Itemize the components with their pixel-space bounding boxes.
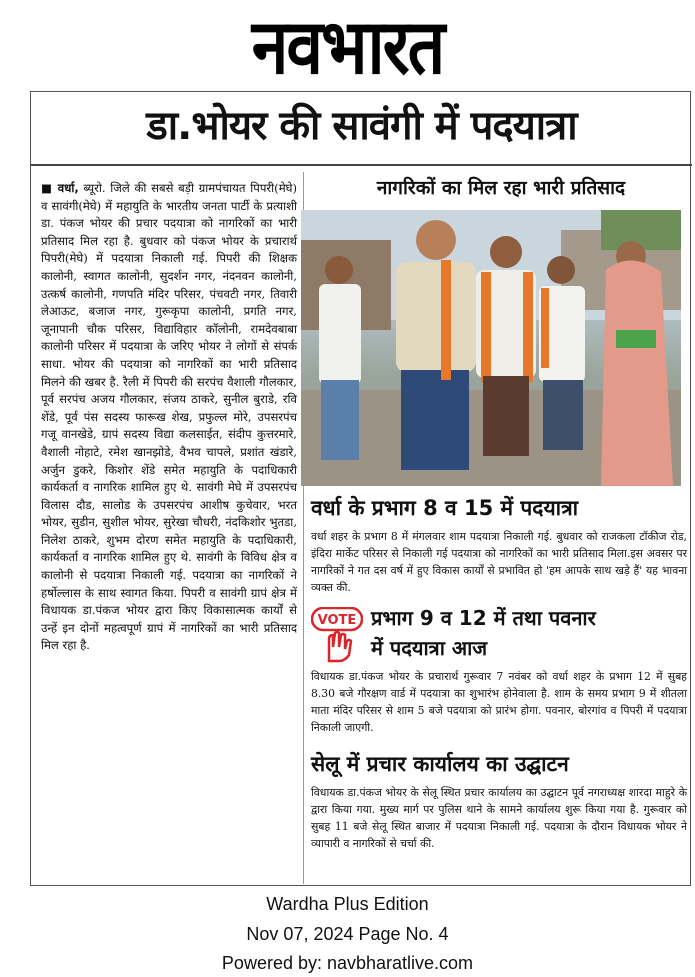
vote-icon-label: VOTE xyxy=(317,613,357,628)
section3-text: विधायक डा.पंकज भोयर के सेलू स्थित प्रचार कार्यालय का उद्घाटन पूर्व नगराध्यक्ष शारदा माहुरे के द्वारा किया गया. मुख्य मार्ग पर पुलिस थाने के सामने कार्यालय शुरू किया गया है. गुरूवार को सुबह 11 बजे सेलू स्थित बाजार में पदयात्रा निकाली गई. पदयात्रा के दौरान विधायक भोयर ने व्यापारी व नागरिकों से चर्चा की. xyxy=(311,786,687,850)
section2-title-line1: प्रभाग 9 व 12 में तथा पवनार xyxy=(371,606,596,630)
campaign-photo xyxy=(301,210,681,486)
masthead xyxy=(0,0,695,92)
footer-edition: Wardha Plus Edition xyxy=(266,894,429,914)
headline-rule xyxy=(31,164,692,166)
campaign-photo-illustration xyxy=(301,210,681,486)
vote-icon xyxy=(311,607,363,663)
footer-powered: Powered by: navbharatlive.com xyxy=(221,953,474,973)
section3-title: सेलू में प्रचार कार्यालय का उद्घाटन xyxy=(311,752,569,776)
bullet-icon: ■ xyxy=(41,181,58,195)
headline: डा.भोयर की सावंगी में पदयात्रा xyxy=(146,103,577,149)
section1-text: वर्धा शहर के प्रभाग 8 में मंगलवार शाम पदयात्रा निकाली गई. बुधवार को राजकला टॉकीज रोड, इंदिरा मार्केट परिसर से निकाली गई पदयात्रा को नागरिकों का भारी प्रतिसाद मिला.इस अवसर पर नागरिकों ने गत दस वर्ष में हुए विकास कार्यों से प्रभावित हो 'हम आपके साथ खड़े हैं' यह भावना व्यक्त की. xyxy=(311,530,687,594)
masthead-title: नवभारत xyxy=(251,2,444,92)
dateline: वर्धा, xyxy=(57,181,79,195)
photo-title: नागरिकों का मिल रहा भारी प्रतिसाद xyxy=(376,177,626,199)
left-column xyxy=(41,180,297,655)
article-frame xyxy=(30,91,691,886)
section2-title-line2: में पदयात्रा आज xyxy=(371,636,488,660)
left-column-text: ब्यूरो. जिले की सबसे बड़ी ग्रामपंचायत पिपरी(मेघे) व सावंगी(मेघे) में महायुति के भारतीय जनता पार्टी के प्रत्याशी डा. पंकज भोयर की प्रचार पदयात्रा को नागरिकों का भारी प्रतिसाद मिल रहा है. बुधवार को पंकज भोयर के प्रचारार्थ पिपरी(मेघे) में पदयात्रा निकाली गई. पिपरी की शिक्षक कालोनी, स्वागत कालोनी, सुदर्शन नगर, नंदनवन कालोनी, उत्कर्ष कालोनी, गणपति मंदिर परिसर, पंचवटी नगर, तिवारी लेआऊट, बजाज नगर, गुरूकृपा कालोनी, प्रगति नगर, जूनापानी चौक परिसर, विद्याविहार कॉलोनी, रामदेवबाबा कालोनी परिसर में पदयात्रा के जरिए भोयर ने लोगों से संपर्क साधा. भोयर की पदयात्रा को नागरिकों का भारी प्रतिसाद मिलने की खबर है. रैली में पिपरी की सरपंच वैशाली गौलकार, पूर्व सरपंच अजय गौलकार, संजय ठाकरे, सुनील बुराडे, रवि शेंडे, पूर्व पंस सदस्य फारूख शेख, प्रफुल्ल मोरे, उपसरपंच गजू वानखेडे, ग्रापं सदस्य विद्या कलसाईत, संदीप कुत्तरमारे, वैशाली नोहाटे, रमेश खानझोडे, वैभव चापले, प्रशांत खंडारे, अर्जुन डुकरे, किशोर शेंडे समेत महायुति के पदाधिकारी कार्यकर्ता व नागरिक शामिल हुए थे. सावंगी मेघे में उपसरपंच विलास दौड, सालोड के उपसरपंच आशीष कुचेवार, भरत भोयर, सुडीन, सुशील भोयर, सुरेखा चौधरी, नंदकिशोर भुतडा, निलेश ठाकरे, शुभम दोरण समेत महायुति के पदाधिकारी, कार्यकर्ता व नागरिक शामिल हुए थे. सावंगी के विविध क्षेत्र व कालोनी से पदयात्रा निकाली गई. पदयात्रा का नागरिकों ने हर्षोल्लास के साथ स्वागत किया. पिपरी व सावंगी ग्रापं क्षेत्र में विधायक डा.पंकज भोयर द्वारा किए विकासात्मक कार्यों से उन्हें इन दोनों महत्वपूर्ण ग्रापं में नागरिकों का भारी प्रतिसाद मिल रहा है. xyxy=(41,181,298,653)
footer-date-page: Nov 07, 2024 Page No. 4 xyxy=(246,924,449,944)
section1-title: वर्धा के प्रभाग 8 व 15 में पदयात्रा xyxy=(311,496,579,520)
section2-text: विधायक डा.पंकज भोयर के प्रचारार्थ गुरूवार 7 नवंबर को वर्धा शहर के प्रभाग 12 में सुबह 8.30 बजे गौरक्षण वार्ड में पदयात्रा का शुभारंभ होनेवाला है. शाम के समय प्रभाग 9 में शीतला माता मंदिर परिसर से शाम 5 बजे पदयात्रा को प्रारंभ होगा. पवनार, बोरगांव व पिपरी में पदयात्रा निकाली जाएगी. xyxy=(311,670,687,734)
